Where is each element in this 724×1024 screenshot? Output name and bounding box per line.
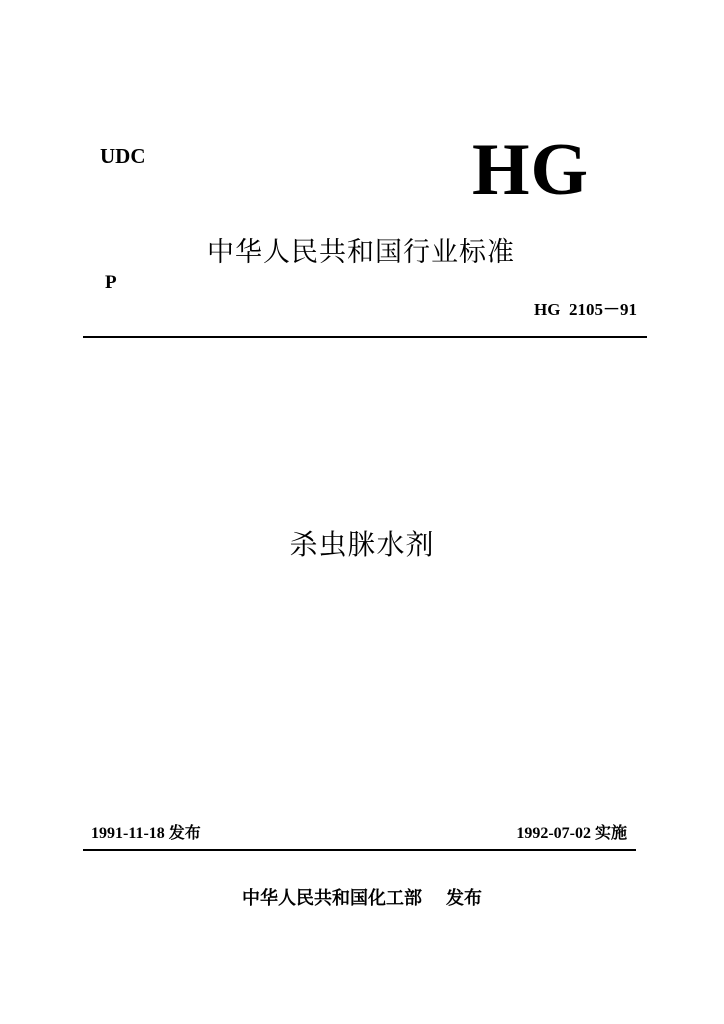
standard-code-logo: HG [472, 129, 590, 211]
issue-date: 1991-11-18 发布 [91, 825, 201, 842]
header-divider [83, 336, 647, 338]
implementation-date: 1992-07-02 实施 [516, 825, 627, 842]
classification-code: P [105, 272, 117, 293]
publisher-line [0, 886, 724, 912]
footer-divider [83, 849, 636, 851]
publisher-action: 发布 [446, 888, 482, 909]
standard-number: HG 2105－91 [534, 300, 637, 319]
document-title: 杀虫脒水剂 [289, 528, 435, 561]
publisher-name: 中华人民共和国化工部 [242, 888, 422, 909]
udc-label: UDC [100, 144, 146, 168]
standard-title: 中华人民共和国行业标准 [207, 237, 515, 268]
